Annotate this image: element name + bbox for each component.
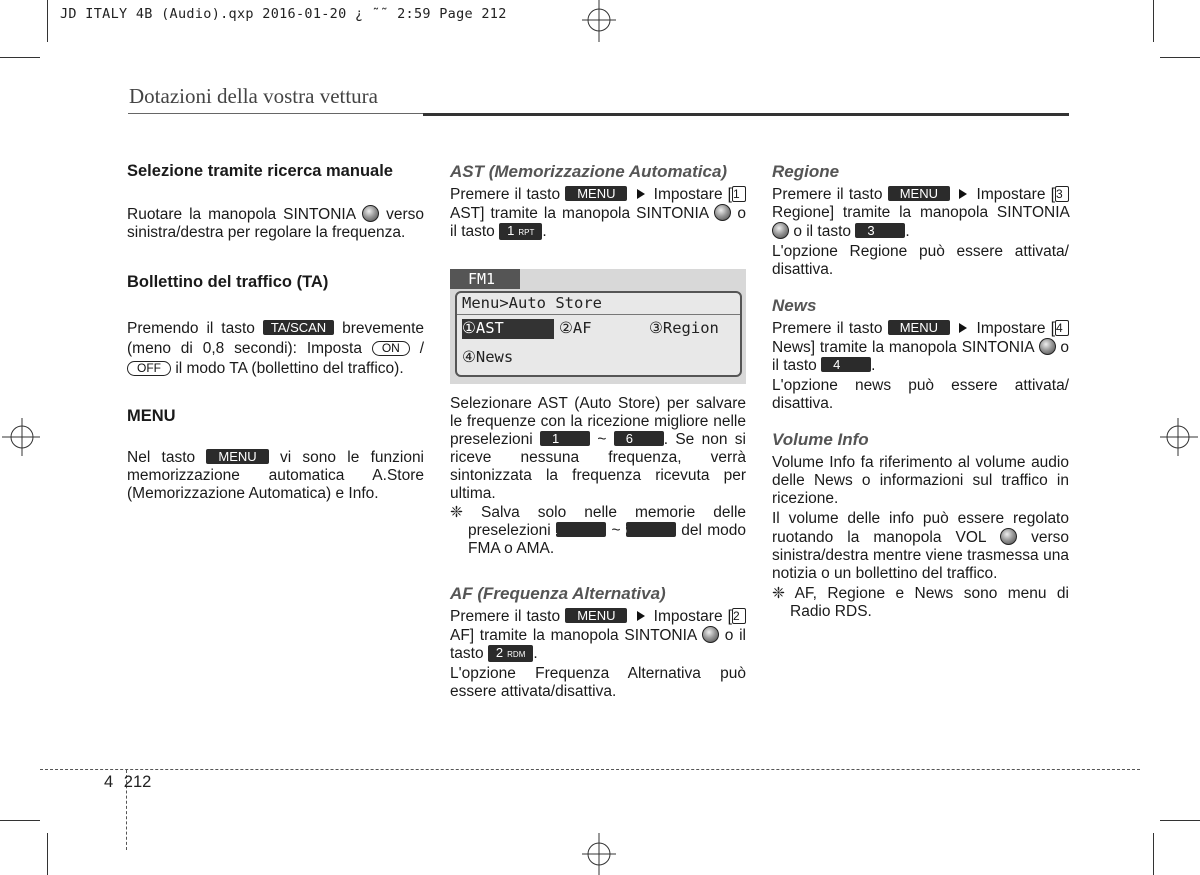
registration-mark-top	[578, 0, 620, 42]
preset-1-button-icon: 1	[540, 431, 590, 446]
number-1-icon: 1	[732, 186, 746, 202]
menu-button-icon: MENU	[888, 320, 950, 335]
text: Il volume delle info può essere regolato ruotando la manopola VOL	[772, 510, 1069, 546]
arrow-right-icon	[959, 323, 967, 333]
text: ~	[597, 431, 607, 448]
preset-3-button-icon: 3	[855, 223, 905, 238]
text: Premere il tasto	[772, 186, 883, 203]
note-ast	[450, 504, 746, 558]
text: AST] tramite la manopola SINTONIA	[450, 205, 709, 222]
heading-manual-search: Selezione tramite ricerca manuale	[127, 162, 393, 180]
text: AF, Regione e News sono menu di Radio RDS.	[790, 585, 1069, 620]
text: Premere il tasto	[772, 320, 883, 337]
column-2-lower	[450, 395, 746, 701]
text: . Se non si riceve nessuna frequenza, verrà sintonizzata la frequenza ricevuta per ultima.	[450, 431, 746, 502]
tuning-knob-icon	[362, 205, 379, 222]
section-title: Dotazioni della vostra vettura	[129, 84, 378, 108]
paragraph-manual-search	[127, 205, 424, 242]
display-option-ast: ①AST	[462, 319, 554, 339]
number-4-icon: 4	[1055, 320, 1069, 336]
note-rds	[772, 585, 1069, 621]
text: vi sono le funzioni memorizzazione automatica A.Store (Memorizzazione Automatica) e Info.	[127, 449, 425, 502]
text: Nel tasto	[127, 449, 196, 466]
text: brevemente (meno di 0,8 secondi): Imposta	[127, 320, 424, 357]
display-option-region: ③Region	[649, 319, 719, 337]
off-button-icon: OFF	[127, 361, 171, 376]
paragraph-news-option: L'opzione news può essere attivata/ disattiva.	[772, 377, 1069, 412]
note-icon: ❈	[450, 504, 463, 521]
text: .	[871, 357, 876, 374]
display-menu-title: Menu>Auto Store	[462, 294, 602, 312]
heading-news: News	[772, 296, 817, 315]
chapter-number: 4	[104, 773, 114, 791]
note-icon: ❈	[772, 585, 785, 602]
column-3	[772, 162, 1069, 621]
menu-button-icon: MENU	[565, 186, 627, 201]
display-option-af: ②AF	[559, 319, 592, 337]
ta-scan-button-icon: TA/SCAN	[263, 320, 334, 335]
text: Ruotare la manopola SINTONIA	[127, 206, 356, 223]
crop-mark	[1160, 820, 1200, 821]
text: News] tramite la manopola SINTONIA	[772, 339, 1034, 356]
text: Premendo il tasto	[127, 320, 255, 337]
print-slug: JD ITALY 4B (Audio).qxp 2016-01-20 ¿ ˜˜ 2:59 Page 212	[60, 6, 507, 22]
preset-4-button-icon: 4	[821, 357, 871, 372]
text: 2	[495, 645, 504, 660]
text: o il tasto	[793, 223, 852, 240]
crop-mark	[0, 820, 40, 821]
on-button-icon: ON	[372, 341, 410, 356]
paragraph-af	[450, 608, 746, 663]
menu-button-icon: MENU	[206, 449, 268, 464]
text: /	[419, 340, 424, 357]
text: Premere il tasto	[450, 186, 561, 203]
registration-mark-left	[0, 416, 42, 458]
paragraph-region	[772, 186, 1069, 241]
display-menu-panel	[455, 291, 742, 377]
footer-dashed-rule	[40, 769, 1140, 770]
crop-mark	[47, 0, 48, 42]
text: Regione] tramite la manopola SINTONIA	[772, 204, 1069, 221]
text: o il tasto	[772, 339, 1070, 374]
number-3-icon: 3	[1055, 186, 1069, 202]
text: RPT	[518, 228, 535, 237]
text: Impostare [	[653, 186, 732, 203]
crop-mark	[0, 57, 40, 58]
volume-knob-icon	[1000, 528, 1017, 545]
arrow-right-icon	[637, 189, 645, 199]
heading-menu: MENU	[127, 407, 176, 425]
paragraph-news	[772, 320, 1069, 375]
preset-1-button-icon: 1	[556, 522, 606, 537]
tuning-knob-icon	[702, 626, 719, 643]
crop-mark	[1153, 0, 1154, 42]
text: AF] tramite la manopola SINTONIA	[450, 627, 697, 644]
text: ~	[611, 522, 621, 539]
text: del modo FMA o AMA.	[468, 522, 747, 557]
header-rule-thin	[128, 113, 423, 114]
preset-2-rdm-button-icon	[488, 645, 533, 662]
page-number	[104, 773, 151, 792]
column-2	[450, 162, 746, 241]
text: RDM	[507, 650, 526, 659]
text: .	[542, 223, 547, 240]
header-rule-thick	[423, 113, 1069, 116]
crop-mark	[47, 833, 48, 875]
registration-mark-bottom	[578, 833, 620, 875]
heading-af: AF (Frequenza Alternativa)	[450, 584, 666, 603]
text: Selezionare AST (Auto Store) per salvare le frequenze con la ricezione migliore nelle preselezioni	[450, 395, 746, 448]
paragraph-af-option: L'opzione Frequenza Alternativa può essere attivata/disattiva.	[450, 665, 746, 700]
text: .	[905, 223, 910, 240]
display-option-news: ④News	[462, 348, 514, 366]
radio-display	[450, 269, 746, 384]
text: 1	[507, 223, 515, 238]
heading-region: Regione	[772, 162, 840, 181]
menu-button-icon: MENU	[565, 608, 627, 623]
text: .	[533, 645, 538, 662]
text: il modo TA (bollettino del traffico).	[175, 360, 404, 377]
paragraph-ast-select	[450, 395, 746, 503]
tuning-knob-icon	[714, 204, 731, 221]
tuning-knob-icon	[772, 222, 789, 239]
paragraph-traffic-bulletin	[127, 319, 424, 379]
display-title-underline	[457, 314, 740, 315]
text: Salva solo nelle memorie delle preselezioni	[468, 504, 747, 539]
heading-volume-info: Volume Info	[772, 430, 869, 449]
text: Premere il tasto	[450, 608, 561, 625]
crop-mark	[1160, 57, 1200, 58]
crop-mark	[1153, 833, 1154, 875]
text: o il tasto	[450, 205, 746, 240]
text: verso sinistra/destra mentre viene trasmessa una notizia o un bollettino del traffico.	[772, 529, 1069, 582]
paragraph-region-option: L'opzione Regione può essere attivata/ disattiva.	[772, 243, 1069, 278]
text: Impostare [	[653, 608, 732, 625]
paragraph-menu	[127, 449, 424, 503]
number-2-icon: 2	[732, 608, 746, 624]
arrow-right-icon	[959, 189, 967, 199]
display-band-tab: FM1	[450, 269, 520, 289]
preset-6-button-icon: 6	[614, 431, 664, 446]
text: Impostare [	[976, 320, 1056, 337]
text: o il tasto	[450, 627, 746, 662]
heading-ast: AST (Memorizzazione Automatica)	[450, 162, 728, 181]
text: Impostare [	[976, 186, 1056, 203]
preset-6-button-icon: 6	[626, 522, 676, 537]
paragraph-ast	[450, 186, 746, 241]
menu-button-icon: MENU	[888, 186, 950, 201]
tuning-knob-icon	[1039, 338, 1056, 355]
registration-mark-right	[1158, 416, 1200, 458]
preset-1-rpt-button-icon	[499, 223, 542, 240]
arrow-right-icon	[637, 611, 645, 621]
column-1	[127, 162, 424, 503]
paragraph-volume-adjust	[772, 510, 1069, 583]
page-number-value: 212	[123, 773, 152, 791]
heading-traffic-bulletin: Bollettino del traffico (TA)	[127, 273, 329, 291]
text: verso sinistra/destra per regolare la frequenza.	[127, 206, 424, 241]
paragraph-volume-info: Volume Info fa riferimento al volume audio delle News o informazioni sul traffico in ricezione.	[772, 454, 1069, 507]
